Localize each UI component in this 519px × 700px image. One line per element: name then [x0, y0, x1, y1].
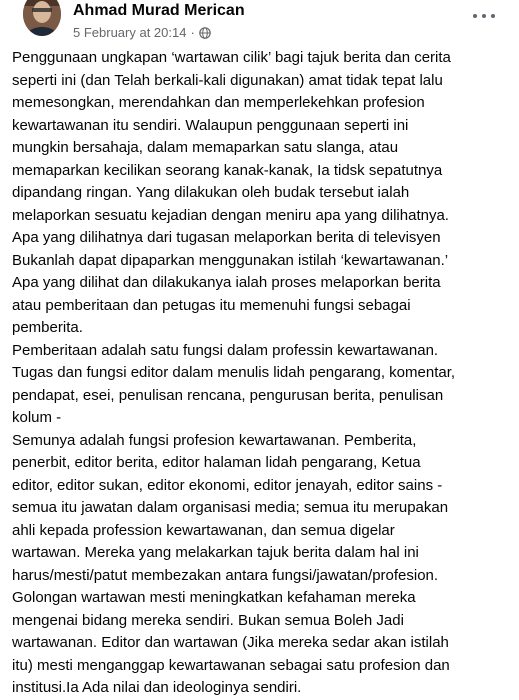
post-text-line: melaporkan sesuatu kejadian dengan meniru apa yang dilihatnya.	[12, 206, 449, 224]
post-text-line: Tugas dan fungsi editor dalam menulis lidah pengarang, komentar,	[12, 364, 456, 381]
post-date[interactable]: 5 February at 20:14	[73, 25, 187, 40]
post-text-line: Pemberitaan adalah satu fungsi dalam professin kewartawanan.	[12, 341, 439, 359]
post-text-line: wartawanan. Editor dan wartawan (Jika mereka sedar akan istilah	[12, 634, 449, 651]
post-text-line: atau pemberitaan dan petugas itu memenuhi fungsi sebagai	[12, 296, 411, 314]
post-text-line: Bukanlah dapat dipaparkan menggunakan istilah ‘kewartawanan.’	[12, 251, 449, 269]
avatar[interactable]	[23, 0, 61, 36]
post-text-line: dipandang ringan. Yang dilakukan oleh budak tersebut ialah	[12, 184, 410, 201]
post-text-line: mengenai bidang mereka sendiri. Bukan semua Boleh Jadi	[12, 611, 404, 629]
post-text-line: itu) mesti menganggap kewartawanan sebagai satu profesion dan	[12, 656, 450, 674]
post-text-line: Apa yang dilihatnya dari tugasan melaporkan berita di televisyen	[12, 229, 441, 246]
post-text-line: wartawan. Mereka yang melakarkan tajuk berita dalam hal ini	[12, 544, 419, 561]
post-text-line: kewartawanan itu sendiri. Walaupun penggunaan seperti ini	[12, 116, 409, 134]
author-name[interactable]: Ahmad Murad Merican	[73, 2, 245, 19]
post-text-line: editor, editor sukan, editor ekonomi, editor jenayah, editor sains -	[12, 476, 443, 494]
more-dot	[491, 14, 495, 18]
avatar-photo-icon	[23, 0, 61, 36]
post-text-line: Penggunaan ungkapan ‘wartawan cilik’ bagi tajuk berita dan cerita	[12, 49, 451, 66]
post-text-line: seperti ini (dan Telah berkali-kali digunakan) amat tidak tepat lalu	[12, 71, 443, 89]
more-dot	[482, 14, 486, 18]
post-text-line: ahli kepada profession kewartawanan, dan semua digelar	[12, 521, 395, 539]
post-text-line: penerbit, editor berita, editor halaman lidah pengarang, Ketua	[12, 454, 421, 471]
post-meta	[73, 25, 211, 40]
meta-separator: ·	[190, 25, 195, 40]
post-text-line: Golongan wartawan mesti meningkatkan kefahaman mereka	[12, 589, 416, 606]
post-text-line: pemberita.	[12, 319, 83, 336]
post-text-line: harus/mesti/patut membezakan antara fungsi/jawatan/profesion.	[12, 566, 439, 584]
post-text-line: institusi.Ia Ada nilai dan ideologinya sendiri.	[12, 679, 302, 696]
post-text-line: kolum -	[12, 409, 62, 426]
post-body	[10, 44, 509, 700]
post-text-line: semua itu jawatan dalam organisasi media; semua itu merupakan	[12, 499, 449, 516]
post-header	[10, 0, 509, 44]
post-text-line: memaparkan kecilikan seorang kanak-kanak, Ia tidsk sepatutnya	[12, 161, 443, 179]
post-text-line: pendapat, esei, penulisan rencana, pengurusan berita, penulisan	[12, 386, 444, 404]
post-text-line: Semunya adalah fungsi profesion kewartawanan. Pemberita,	[12, 431, 417, 449]
post-text-line: mungkin bersahaja, dalam memaparkan satu slanga, atau	[12, 139, 399, 156]
post-text-line: memesongkan, merendahkan dan memperlekehkan profesion	[12, 94, 425, 111]
globe-icon[interactable]	[199, 27, 211, 39]
more-dot	[473, 14, 477, 18]
post-text-line: Apa yang dilihat dan dilakukanya ialah proses melaporkan berita	[12, 274, 441, 291]
more-options-icon[interactable]	[473, 11, 495, 21]
